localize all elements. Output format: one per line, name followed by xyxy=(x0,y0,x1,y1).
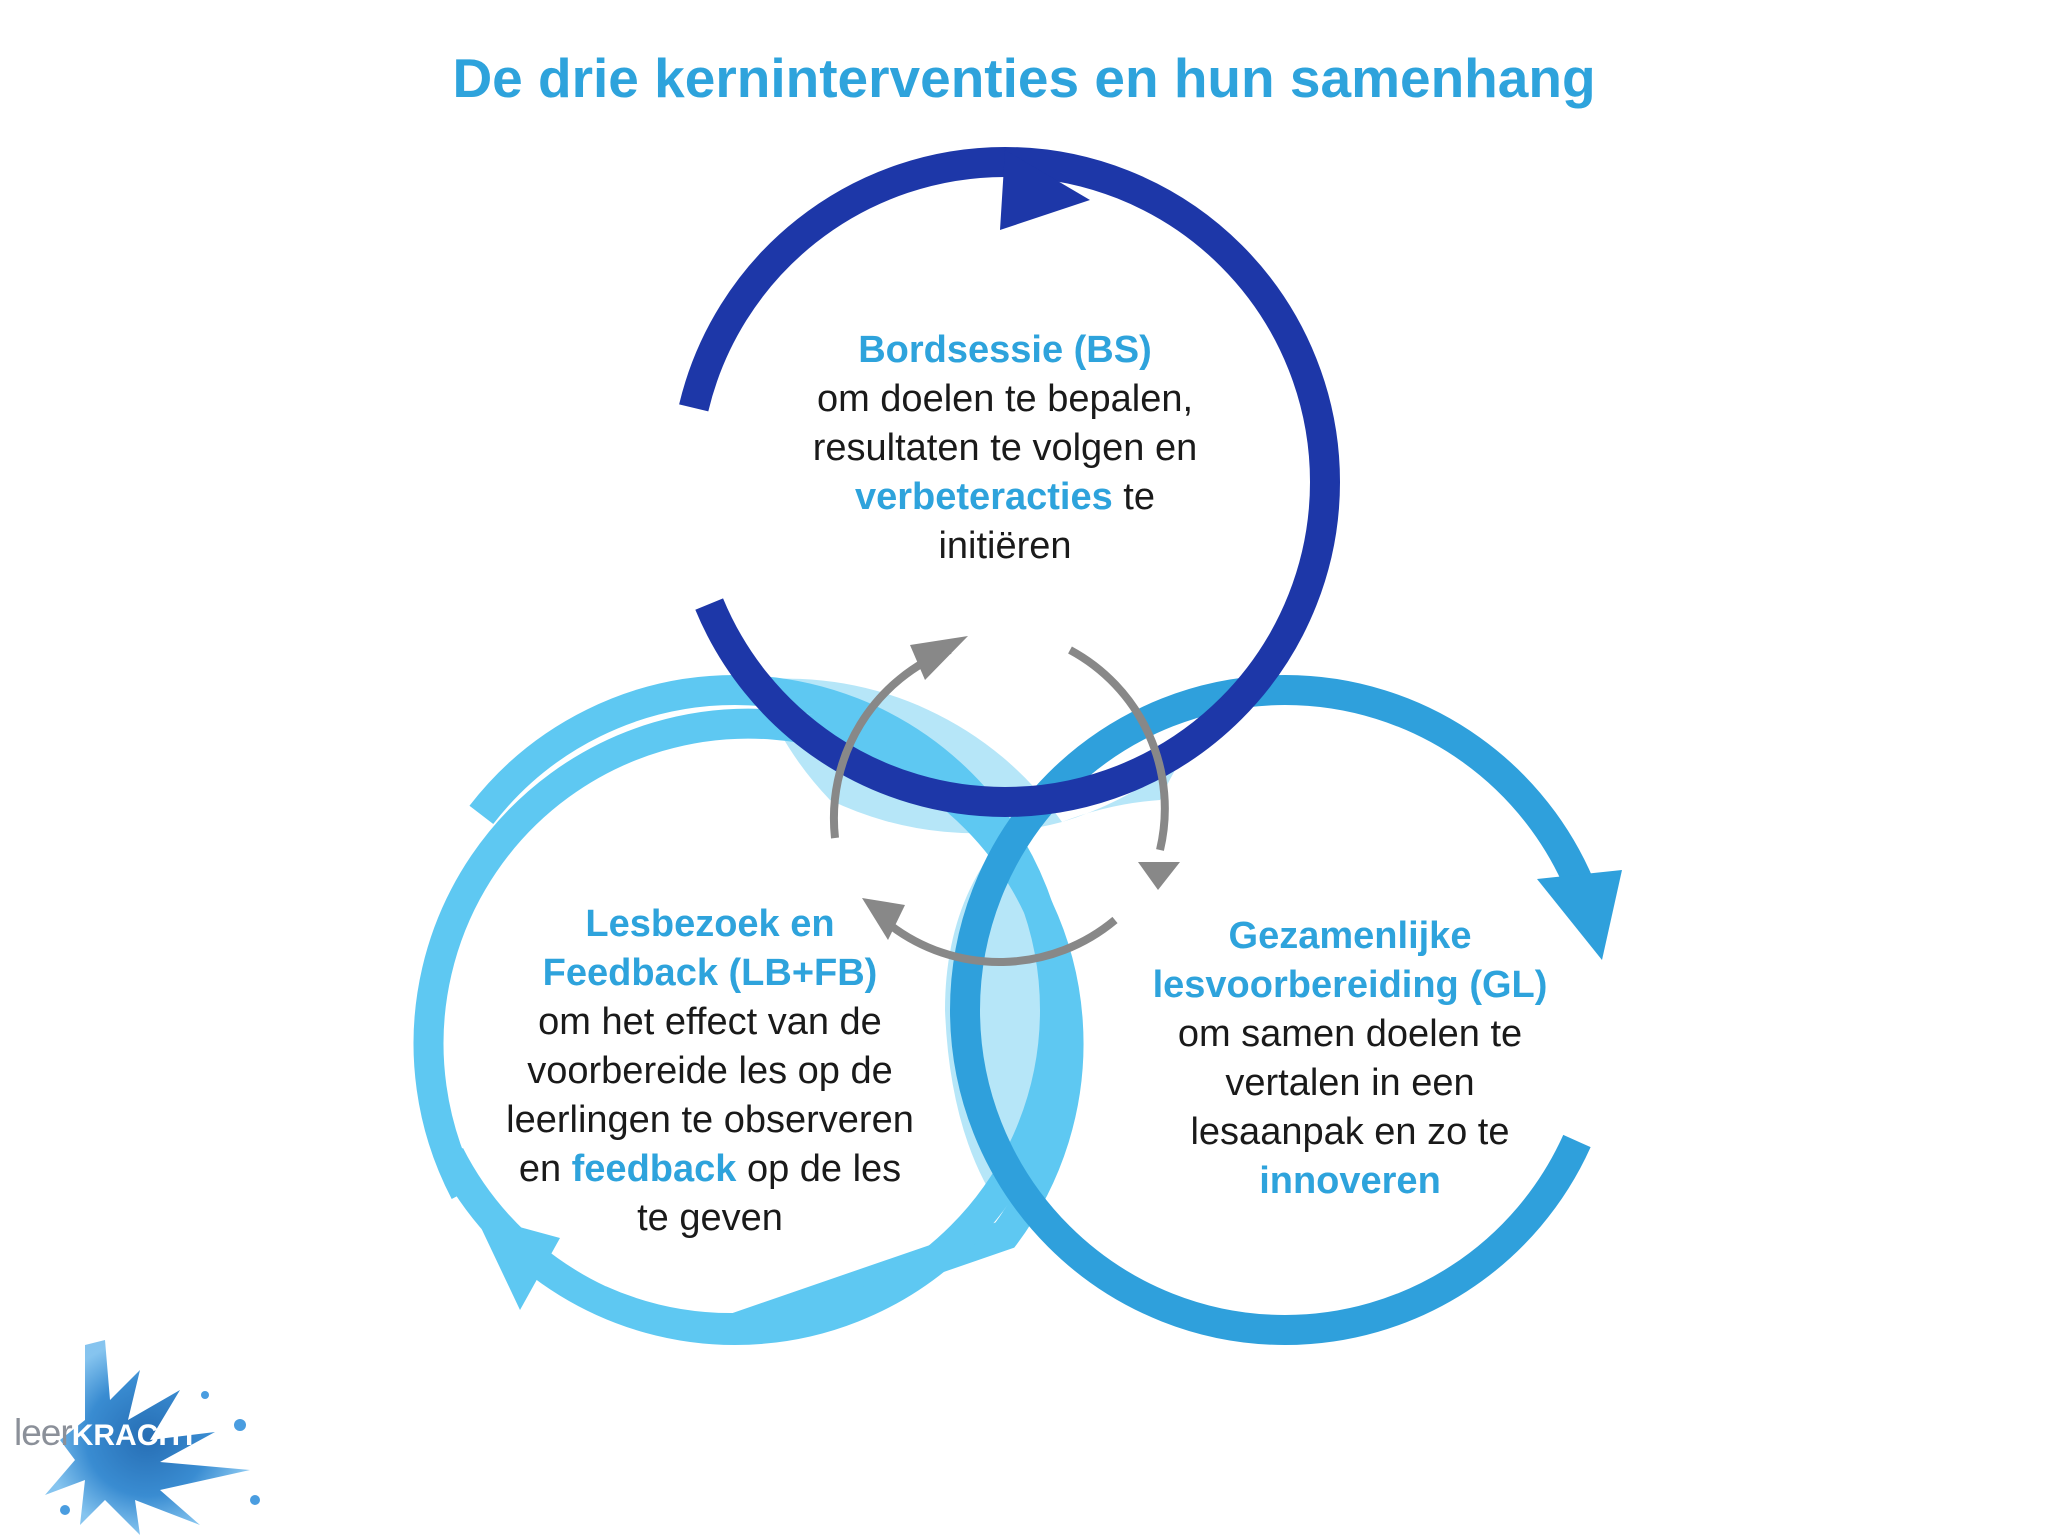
lb-line-4-pre: en xyxy=(518,1148,572,1190)
bs-line-4: initiëren xyxy=(938,525,1072,567)
gl-title-1: Gezamenlijke xyxy=(1228,915,1472,957)
bs-title: Bordsessie (BS) xyxy=(858,329,1152,371)
gl-line-2: vertalen in een xyxy=(1225,1062,1475,1104)
lb-line-4-post: op de les xyxy=(736,1148,902,1190)
gl-line-1: om samen doelen te xyxy=(1177,1013,1523,1055)
bs-line-2: resultaten te volgen en xyxy=(812,427,1198,469)
lb-line-5: te geven xyxy=(637,1197,783,1239)
logo-part-2: KRACHT xyxy=(71,1419,199,1452)
bs-line-3-rest: te xyxy=(1112,476,1155,518)
gl-line-3: lesaanpak en zo te xyxy=(1190,1111,1510,1153)
inner-arrow-top-left-head xyxy=(910,636,968,680)
bs-description xyxy=(730,326,1280,571)
gl-highlight: innoveren xyxy=(1259,1160,1441,1202)
bs-line-1: om doelen te bepalen, xyxy=(816,378,1194,420)
bs-line-3 xyxy=(730,473,1280,522)
gl-description xyxy=(1090,912,1610,1206)
gl-title-2: lesvoorbereiding (GL) xyxy=(1152,964,1548,1006)
page-title: De drie kerninterventies en hun samenhang xyxy=(452,47,1596,109)
logo-wordmark xyxy=(14,1412,198,1454)
logo-part-1: leer xyxy=(14,1412,72,1453)
lb-line-1: om het effect van de xyxy=(538,1001,882,1043)
lb-line-4 xyxy=(460,1145,960,1194)
lb-highlight: feedback xyxy=(571,1148,737,1190)
lb-title-2: Feedback (LB+FB) xyxy=(542,952,878,994)
lb-title-1: Lesbezoek en xyxy=(585,903,835,945)
inner-arrow-right-head xyxy=(1138,862,1180,890)
lb-description xyxy=(460,900,960,1243)
bs-highlight: verbeteracties xyxy=(855,476,1113,518)
lb-line-3: leerlingen te observeren xyxy=(506,1099,914,1141)
lb-line-2: voorbereide les op de xyxy=(527,1050,893,1092)
